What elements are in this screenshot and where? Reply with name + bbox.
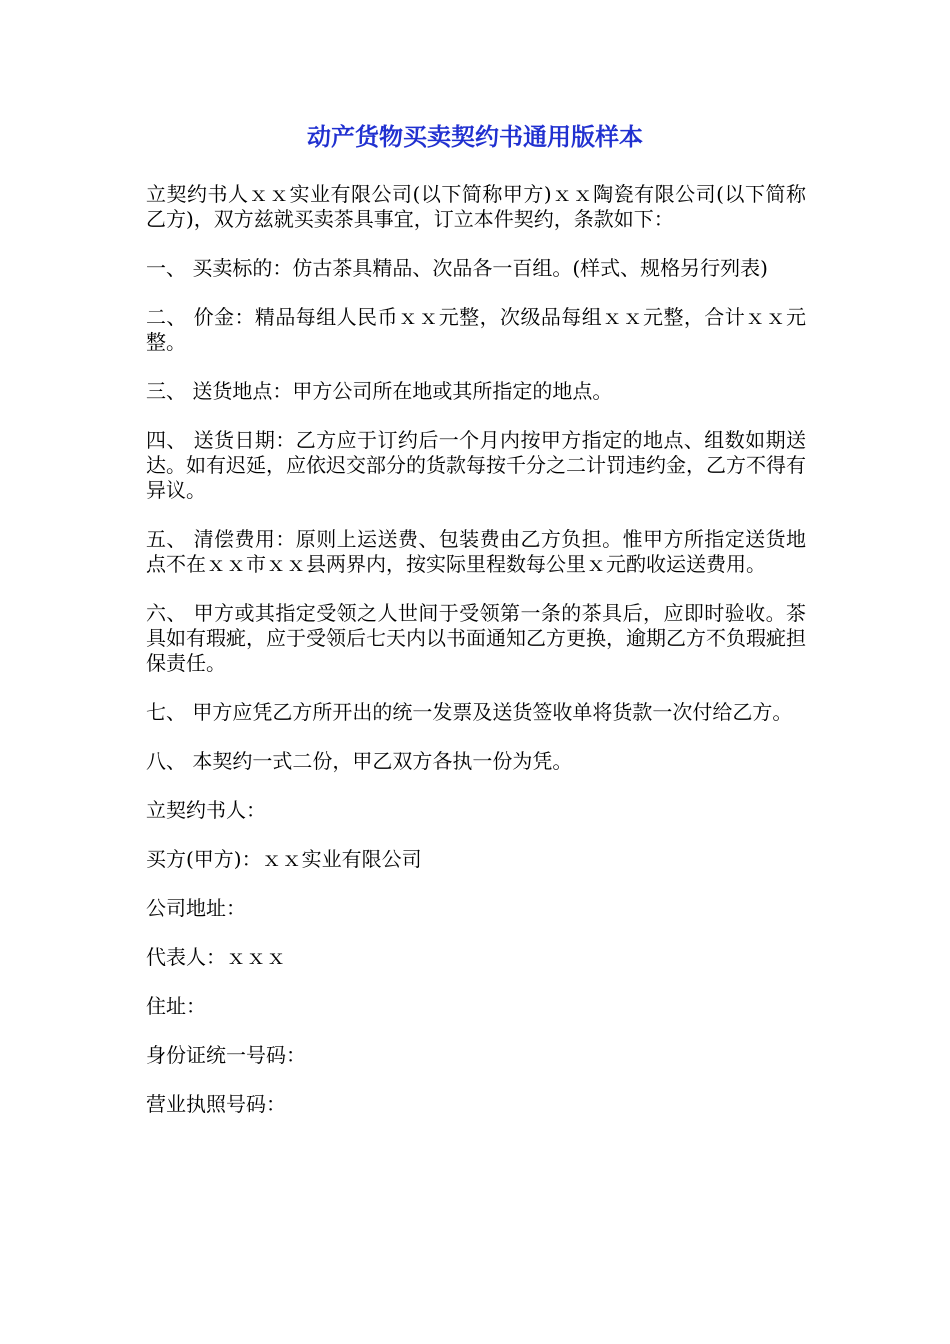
clause-6-inspection: 六、 甲方或其指定受领之人世间于受领第一条的茶具后，应即时验收。茶具如有瑕疵，应于受领后七天内以书面通知乙方更换，逾期乙方不负瑕疵担保责任。 — [146, 601, 806, 675]
signatory-heading: 立契约书人： — [146, 798, 266, 822]
clause-5-fees: 五、 清偿费用：原则上运送费、包装费由乙方负担。惟甲方所指定送货地点不在ｘｘ市ｘｘ县两界内，按实际里程数每公里ｘ元酌收运送费用。 — [146, 527, 806, 576]
document-title: 动产货物买卖契约书通用版样本 — [307, 123, 643, 151]
clause-7-payment: 七、 甲方应凭乙方所开出的统一发票及送货签收单将货款一次付给乙方。 — [146, 700, 793, 724]
representative-line: 代表人：ｘｘｘ — [146, 945, 286, 969]
clause-8-copies: 八、 本契约一式二份，甲乙双方各执一份为凭。 — [146, 749, 573, 773]
clause-4-delivery-date: 四、 送货日期：乙方应于订约后一个月内按甲方指定的地点、组数如期送达。如有迟延，应依迟交部分的货款每按千分之二计罚违约金，乙方不得有异议。 — [146, 428, 806, 502]
clause-2-price: 二、 价金：精品每组人民币ｘｘ元整，次级品每组ｘｘ元整，合计ｘｘ元整。 — [146, 305, 806, 354]
clause-1-subject: 一、 买卖标的：仿古茶具精品、次品各一百组。(样式、规格另行列表) — [146, 256, 768, 280]
residence-line: 住址： — [146, 994, 206, 1018]
company-address-line: 公司地址： — [146, 896, 246, 920]
id-number-line: 身份证统一号码： — [146, 1043, 306, 1067]
buyer-line: 买方(甲方)：ｘｘ实业有限公司 — [146, 847, 422, 871]
document-body — [146, 182, 806, 1141]
business-license-line: 营业执照号码： — [146, 1092, 286, 1116]
clause-3-delivery-location: 三、 送货地点：甲方公司所在地或其所指定的地点。 — [146, 379, 613, 403]
intro-paragraph: 立契约书人ｘｘ实业有限公司(以下简称甲方)ｘｘ陶瓷有限公司(以下简称乙方)，双方兹就买卖茶具事宜，订立本件契约，条款如下： — [146, 182, 806, 231]
